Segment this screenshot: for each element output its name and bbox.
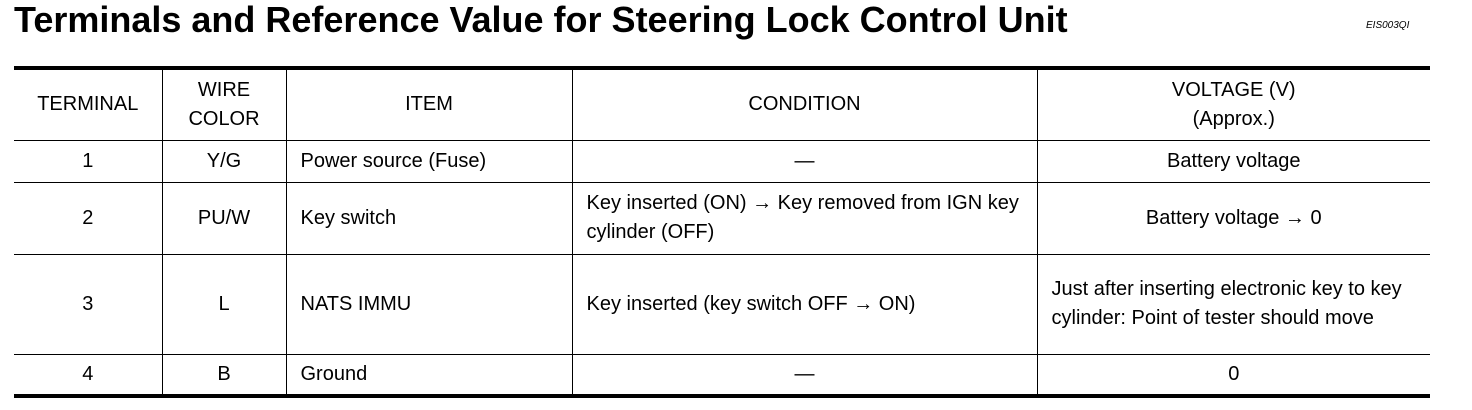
voltage-cell: Battery voltage [1037,140,1430,182]
header-voltage-line1: VOLTAGE (V) [1171,78,1296,101]
table-header-row [14,68,1430,140]
wire-color-cell: L [162,254,286,354]
header-item: ITEM [286,68,572,140]
terminal-cell: 1 [14,140,162,182]
header-wire-color-line2: COLOR [188,107,260,130]
item-cell: NATS IMMU [286,254,572,354]
voltage-cell: Battery voltage → 0 [1037,182,1430,254]
item-cell: Ground [286,354,572,396]
condition-cell: Key inserted (ON) → Key removed from IGN key cylinder (OFF) [572,182,1037,254]
terminal-cell: 2 [14,182,162,254]
item-cell: Power source (Fuse) [286,140,572,182]
terminal-cell: 4 [14,354,162,396]
table-row [14,254,1430,354]
condition-cell: Key inserted (key switch OFF → ON) [572,254,1037,354]
voltage-cell: 0 [1037,354,1430,396]
table-row [14,140,1430,182]
header-terminal: TERMINAL [14,68,162,140]
item-cell: Key switch [286,182,572,254]
document-code: EIS003QI [1366,20,1410,31]
terminal-reference-table [14,66,1430,398]
wire-color-cell: PU/W [162,182,286,254]
voltage-cell: Just after inserting electronic key to key cylinder: Point of tester should move [1037,254,1430,354]
header-condition: CONDITION [572,68,1037,140]
terminal-cell: 3 [14,254,162,354]
page-title: Terminals and Reference Value for Steering Lock Control Unit [14,0,1068,40]
table-row [14,182,1430,254]
condition-cell: — [572,354,1037,396]
header-voltage [1037,68,1430,140]
header-wire-color-line1: WIRE [197,78,251,101]
wire-color-cell: Y/G [162,140,286,182]
wire-color-cell: B [162,354,286,396]
header-voltage-line2: (Approx.) [1192,107,1275,130]
header-wire-color [162,68,286,140]
table-row [14,354,1430,396]
condition-cell: — [572,140,1037,182]
